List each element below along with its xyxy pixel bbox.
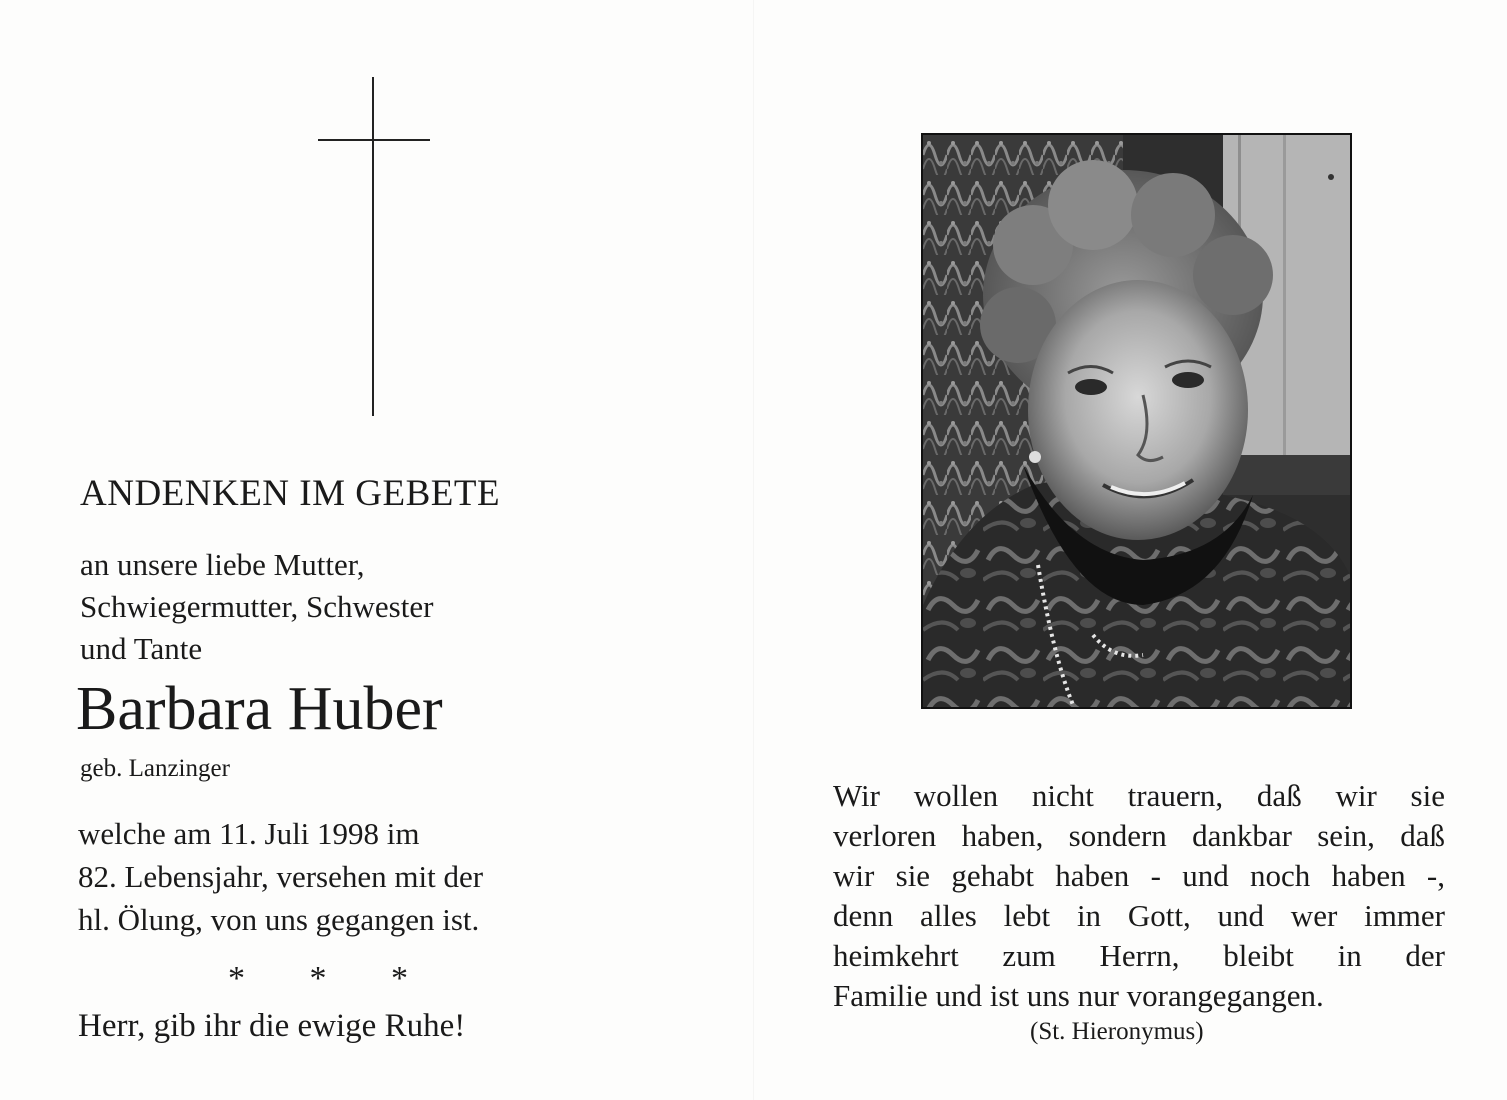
maiden-name: geb. Lanzinger: [80, 755, 230, 782]
quote-attribution: (St. Hieronymus): [1030, 1018, 1204, 1045]
intro-line: und Tante: [80, 631, 203, 666]
death-details: [78, 812, 483, 941]
intro-line: an unsere liebe Mutter,: [80, 547, 365, 582]
card-fold-line: [753, 0, 754, 1100]
quote-line: Familie und ist uns nur vorangegangen.: [833, 978, 1324, 1013]
intro-line: Schwiegermutter, Schwester: [80, 589, 434, 624]
death-line: 82. Lebensjahr, versehen mit der: [78, 859, 484, 894]
death-line: hl. Ölung, von uns gegangen ist.: [78, 902, 480, 937]
cross-vertical-bar: [372, 77, 374, 416]
intro-text: [80, 544, 433, 670]
quote-line: verloren haben, sondern dankbar sein, daß: [833, 818, 1445, 853]
cross-horizontal-bar: [318, 139, 430, 141]
death-line: welche am 11. Juli 1998 im: [78, 816, 420, 851]
card-heading: ANDENKEN IM GEBETE: [80, 473, 501, 514]
quote-line: heimkehrt zum Herrn, bleibt in der: [833, 938, 1445, 973]
quote-text: [833, 776, 1445, 1016]
quote-line: denn alles lebt in Gott, und wer immer: [833, 898, 1445, 933]
quote-line: Wir wollen nicht trauern, daß wir sie: [833, 778, 1445, 813]
quote-line: wir sie gehabt haben - und noch haben -,: [833, 858, 1445, 893]
deceased-name: Barbara Huber: [76, 675, 443, 743]
star-separator: * * *: [228, 960, 408, 997]
closing-prayer: Herr, gib ihr die ewige Ruhe!: [78, 1008, 466, 1044]
portrait-photo: [921, 133, 1352, 709]
